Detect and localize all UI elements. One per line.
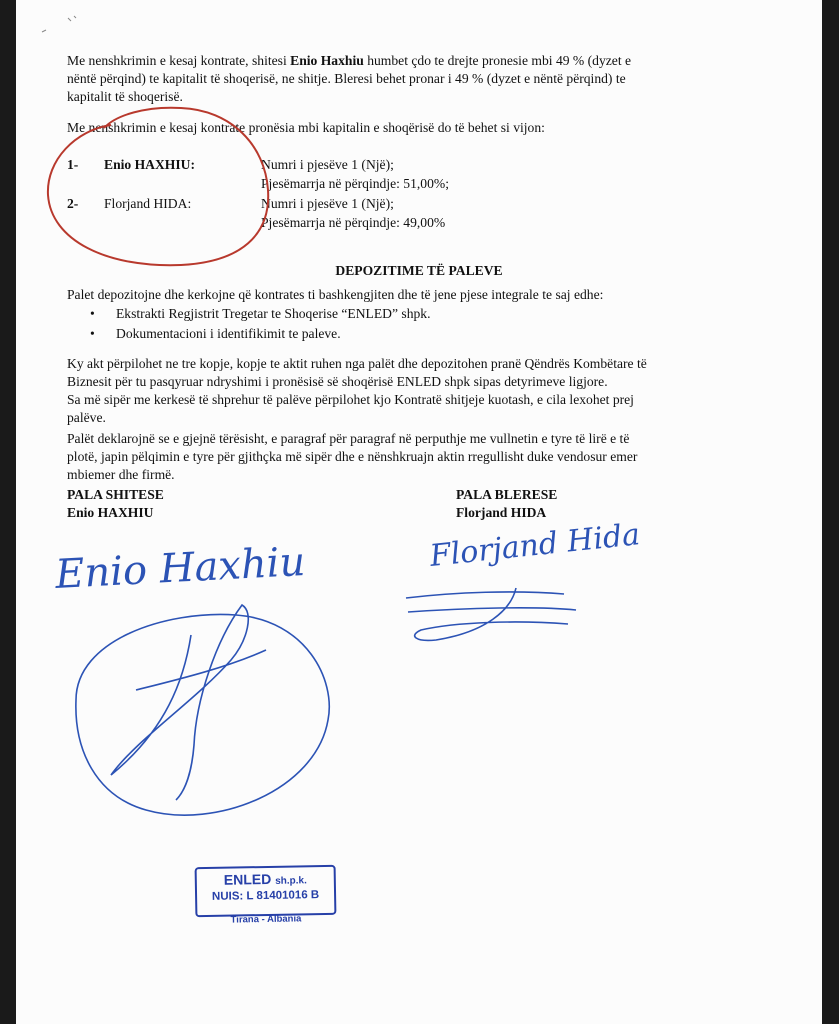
owner2-percent: Pjesëmarrja në përqindje: 49,00% — [261, 215, 446, 230]
para3-line2: Biznesit për tu pasqyruar ndryshimi i pronësisë së shoqërisë ENLED shpk sipas detyrimeve ligjore. — [67, 374, 608, 389]
para5-line3: mbiemer dhe firmë. — [67, 467, 175, 482]
para1-line1: Me nenshkrimin e kesaj kontrate, shitesi Enio Haxhiu humbet çdo te drejte pronesie mbi 49 % (dyzet e — [67, 53, 632, 68]
para3-line1: Ky akt përpilohet ne tre kopje, kopje te aktit ruhen nga palët dhe depozitohen pranë Qëndrës Kombëtare të — [67, 356, 647, 371]
seller-name-bold: Enio Haxhiu — [290, 53, 364, 68]
buyer-paraph-icon — [406, 588, 576, 640]
owner1-number: 1- — [67, 157, 79, 172]
deposit-intro: Palet depozitojne dhe kerkojne që kontrates ti bashkengjiten dhe të jene pjese integrale te saj edhe: — [67, 287, 604, 302]
para5-line2: plotë, japin pëlqimin e tyre për gjithçka më sipër dhe e nënshkruajn aktin rregullisht duke vendosur emer — [67, 449, 638, 464]
owner1-shares: Numri i pjesëve 1 (Një); — [261, 157, 394, 172]
para4-line2: palëve. — [67, 410, 106, 425]
owner1-percent: Pjesëmarrja në përqindje: 51,00%; — [261, 176, 449, 191]
para5-line1: Palët deklarojnë se e gjejnë tërësisht, e paragraf për paragraf në perputhje me vullnetin e tyre të lirë e të — [67, 431, 630, 446]
para1-line2: nëntë përqind) te kapitalit të shoqerisë, ne shitje. Bleresi behet pronar i 49 % (dyzet e nëntë përqind) te — [67, 71, 626, 86]
para2: Me nenshkrimin e kesaj kontrate pronësia mbi kapitalin e shoqërisë do të behet si vijon: — [67, 120, 545, 135]
buyer-signature: Florjand Hida — [428, 517, 642, 574]
seller-role: PALA SHITESE — [67, 487, 164, 502]
buyer-role: PALA BLERESE — [456, 487, 558, 502]
bullet-icon: • — [90, 306, 95, 321]
owner2-shares: Numri i pjesëve 1 (Një); — [261, 196, 394, 211]
seller-paraph-icon — [76, 605, 329, 815]
seller-name: Enio HAXHIU — [67, 505, 154, 520]
section-title: DEPOZITIME TË PALEVE — [335, 263, 503, 278]
owner2-name: Florjand HIDA: — [104, 196, 192, 211]
buyer-name: Florjand HIDA — [456, 505, 547, 520]
company-stamp: ENLED sh.p.k. NUIS: L 81401016 B Tirana - Albania — [195, 865, 337, 917]
owner1-name: Enio HAXHIU: — [104, 157, 196, 172]
para1-line3: kapitalit të shoqerisë. — [67, 89, 183, 104]
para4-line1: Sa më sipër me kerkesë të shprehur të palëve përpilohet kjo Kontratë shitjeje kuotash, e cila lexohet prej — [67, 392, 634, 407]
bullet-item: Ekstrakti Regjistrit Tregetar te Shoqerise “ENLED” shpk. — [116, 306, 431, 321]
document-page — [16, 0, 822, 1024]
bullet-item: Dokumentacioni i identifikimit te paleve. — [116, 326, 341, 341]
seller-signature: Enio Haxhiu — [54, 538, 307, 598]
bullet-icon: • — [90, 326, 95, 341]
owner2-number: 2- — [67, 196, 79, 211]
